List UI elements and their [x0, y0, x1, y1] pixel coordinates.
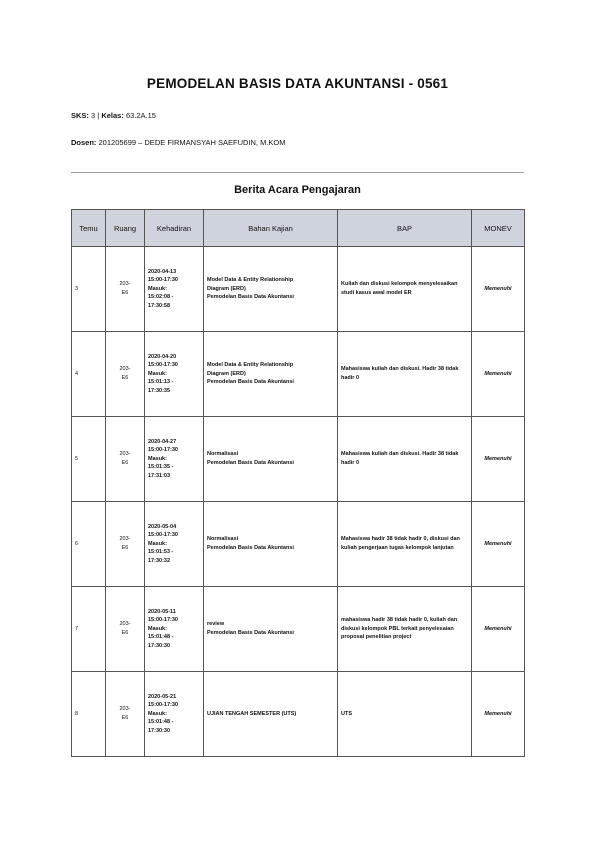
kelas-label: Kelas: — [101, 111, 124, 120]
col-header-bap: BAP — [338, 210, 472, 247]
ruang-line: E6 — [121, 715, 129, 721]
kehadiran-line: 17:30:32 — [148, 557, 171, 564]
kehadiran-line: 2020-05-11 — [148, 608, 176, 615]
ruang-line: E6 — [121, 630, 129, 636]
cell-bap: mahasiswa hadir 38 tidak hadir 0, kuliah dan diskusi kelompok PBL terkait penyelesaian proposal penelitian project — [338, 587, 472, 672]
bahan-line: Model Data & Entity Relationship — [207, 277, 294, 284]
table-row — [72, 672, 525, 757]
table-row — [72, 587, 525, 672]
lecturer-line — [71, 138, 286, 147]
cell-bahan-kajian — [204, 587, 338, 672]
kelas-value: 63.2A.15 — [125, 111, 156, 120]
table-header-row — [72, 210, 525, 247]
cell-bap: UTS — [338, 672, 472, 757]
ruang-line: E6 — [121, 290, 129, 296]
sks-value: 3 — [91, 111, 96, 120]
kehadiran-line: 15:00-17:30 — [148, 447, 178, 454]
col-header-monev: MONEV — [472, 210, 525, 247]
cell-monev: Memenuhi — [472, 417, 525, 502]
bahan-line: review — [207, 621, 225, 628]
cell-kehadiran — [145, 502, 204, 587]
kehadiran-line: 15:01:13 - — [148, 379, 174, 386]
cell-temu: 5 — [72, 417, 106, 502]
ruang-line: 203- — [119, 706, 131, 713]
cell-kehadiran — [145, 672, 204, 757]
cell-bap: Mahasiswa kuliah dan diskusi. Hadir 38 tidak hadir 0 — [338, 332, 472, 417]
bahan-line: Pemodelan Basis Data Akuntansi — [207, 294, 294, 301]
kehadiran-line: 15:01:53 - — [148, 549, 174, 556]
cell-monev: Memenuhi — [472, 502, 525, 587]
table-row — [72, 417, 525, 502]
table-row — [72, 502, 525, 587]
kehadiran-line: Masuk: — [148, 285, 167, 292]
horizontal-divider — [71, 172, 524, 173]
cell-monev: Memenuhi — [472, 587, 525, 672]
kehadiran-line: 15:01:48 - — [148, 634, 174, 641]
cell-temu: 4 — [72, 332, 106, 417]
cell-bahan-kajian — [204, 502, 338, 587]
cell-bahan-kajian — [204, 672, 338, 757]
bahan-line: Normalisasi — [207, 451, 239, 458]
col-header-ruang: Ruang — [106, 210, 145, 247]
course-meta-line — [71, 111, 156, 120]
col-header-kehadiran: Kehadiran — [145, 210, 204, 247]
kehadiran-line: 15:00-17:30 — [148, 702, 178, 709]
kehadiran-line: 2020-04-13 — [148, 268, 177, 275]
kehadiran-line: 15:00-17:30 — [148, 617, 178, 624]
cell-bahan-kajian — [204, 332, 338, 417]
kehadiran-line: Masuk: — [148, 540, 167, 547]
cell-ruang — [106, 417, 145, 502]
cell-temu: 6 — [72, 502, 106, 587]
cell-kehadiran — [145, 417, 204, 502]
cell-ruang — [106, 502, 145, 587]
kehadiran-line: Masuk: — [148, 370, 167, 377]
bahan-line: Pemodelan Basis Data Akuntansi — [207, 630, 294, 636]
cell-ruang — [106, 587, 145, 672]
bahan-line: Pemodelan Basis Data Akuntansi — [207, 545, 294, 551]
cell-bap: Mahasiswa hadir 38 tidak hadir 0, diskusi dan kuliah pengerjaan tugas kelompok lanjutan — [338, 502, 472, 587]
dosen-value: 201205699 – DEDE FIRMANSYAH SAEFUDIN, M.KOM — [98, 138, 286, 147]
sks-label: SKS: — [71, 111, 89, 120]
kehadiran-line: 2020-05-04 — [148, 523, 177, 530]
kehadiran-line: 15:00-17:30 — [148, 362, 178, 369]
kehadiran-line: Masuk: — [148, 710, 167, 717]
teaching-report-table — [71, 209, 525, 757]
ruang-line: E6 — [121, 375, 129, 381]
dosen-label: Dosen: — [71, 138, 97, 147]
kehadiran-line: 2020-05-21 — [148, 693, 177, 700]
bahan-line: Normalisasi — [207, 536, 239, 543]
bahan-line: Pemodelan Basis Data Akuntansi — [207, 460, 294, 466]
cell-ruang — [106, 247, 145, 332]
cell-kehadiran — [145, 332, 204, 417]
cell-temu: 8 — [72, 672, 106, 757]
kehadiran-line: 2020-04-27 — [148, 438, 177, 445]
bahan-line: Pemodelan Basis Data Akuntansi — [207, 379, 294, 386]
ruang-line: 203- — [119, 366, 131, 373]
kehadiran-line: 17:30:35 — [148, 387, 171, 394]
cell-bap: Mahasiswa kuliah dan diskusi. Hadir 38 tidak hadir 0 — [338, 417, 472, 502]
ruang-line: 203- — [119, 621, 131, 628]
ruang-line: 203- — [119, 281, 131, 288]
kehadiran-line: 17:30:30 — [148, 727, 171, 734]
cell-monev: Memenuhi — [472, 672, 525, 757]
kehadiran-line: 17:31:03 — [148, 472, 171, 479]
cell-bap: Kuliah dan diskusi kelompok menyelesaikan studi kasus awal model ER — [338, 247, 472, 332]
cell-temu: 3 — [72, 247, 106, 332]
kehadiran-line: 17:30:30 — [148, 642, 171, 649]
kehadiran-line: 17:30:58 — [148, 302, 171, 309]
kehadiran-line: 2020-04-20 — [148, 353, 177, 360]
kehadiran-line: Masuk: — [148, 625, 167, 632]
ruang-line: E6 — [121, 460, 129, 466]
cell-monev: Memenuhi — [472, 247, 525, 332]
ruang-line: 203- — [119, 536, 131, 543]
col-header-temu: Temu — [72, 210, 106, 247]
col-header-bahan-kajian: Bahan Kajian — [204, 210, 338, 247]
table-row — [72, 332, 525, 417]
kehadiran-line: 15:01:35 - — [148, 464, 174, 471]
cell-kehadiran — [145, 247, 204, 332]
bahan-line: UJIAN TENGAH SEMESTER (UTS) — [207, 710, 297, 717]
cell-bahan-kajian — [204, 247, 338, 332]
kehadiran-line: Masuk: — [148, 455, 167, 462]
ruang-line: E6 — [121, 545, 129, 551]
cell-monev: Memenuhi — [472, 332, 525, 417]
course-title: PEMODELAN BASIS DATA AKUNTANSI - 0561 — [146, 76, 449, 91]
kehadiran-line: 15:00-17:30 — [148, 532, 178, 539]
bahan-line: Diagram (ERD) — [207, 285, 246, 292]
bahan-line: Diagram (ERD) — [207, 370, 246, 377]
kehadiran-line: 15:01:48 - — [148, 719, 174, 726]
kehadiran-line: 15:00-17:30 — [148, 277, 178, 284]
table-row — [72, 247, 525, 332]
meta-separator: | — [97, 111, 100, 120]
cell-ruang — [106, 672, 145, 757]
bahan-line: Model Data & Entity Relationship — [207, 362, 294, 369]
cell-bahan-kajian — [204, 417, 338, 502]
section-title: Berita Acara Pengajaran — [234, 184, 361, 196]
cell-temu: 7 — [72, 587, 106, 672]
kehadiran-line: 15:02:08 - — [148, 294, 174, 301]
ruang-line: 203- — [119, 451, 131, 458]
cell-kehadiran — [145, 587, 204, 672]
cell-ruang — [106, 332, 145, 417]
